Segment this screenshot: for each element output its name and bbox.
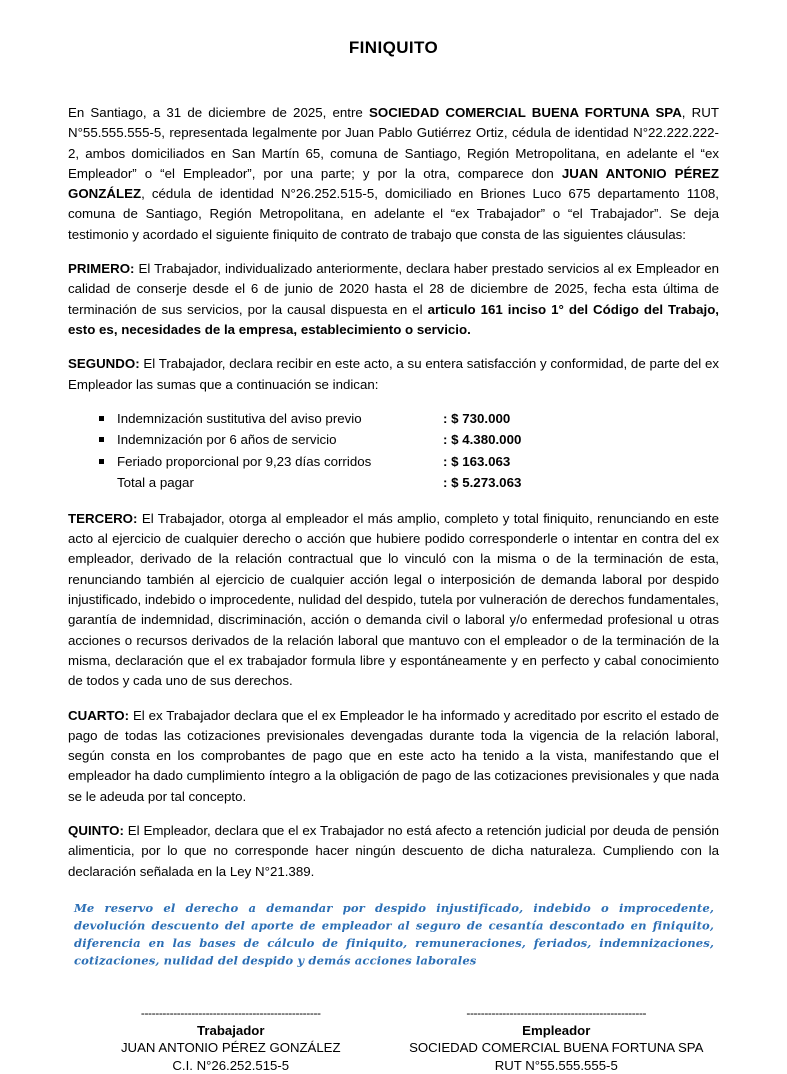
signature-worker	[68, 1006, 394, 1074]
clause-primero-label: PRIMERO:	[68, 261, 135, 277]
payment-total-label: Total a pagar	[117, 475, 194, 491]
clause-quinto	[68, 821, 719, 882]
signature-role-label: Trabajador	[197, 1022, 265, 1038]
document-page	[0, 38, 787, 1073]
payment-amount: : $ 163.063	[443, 453, 511, 469]
signature-line: --------------------------------------------------	[466, 1005, 647, 1020]
clause-quinto-text: El Empleador, declara que el ex Trabajador no está afecto a retención judicial por deuda de pensión alimenticia, por lo que no corresponde hacer ningún descuento de dicha naturaleza. Cumpliendo con la declaración señalada en la Ley N°21.389.	[68, 823, 719, 879]
clause-cuarto	[68, 706, 719, 807]
payment-total-amount: : $ 5.273.063	[443, 475, 522, 491]
payment-list	[68, 409, 719, 495]
square-bullet-icon	[99, 429, 117, 450]
handwritten-reservation-note: Me reservo el derecho a demandar por despido injustificado, indebido o improcedente, devolución descuento del aporte de empleador al seguro de cesantía descontado en finiquito, diferencia en las bases de cálculo de finiquito, remuneraciones, feriados, indemnizaciones, cotizaciones, nulidad del despido y demás acciones laborales	[74, 901, 714, 968]
employer-company-name: SOCIEDAD COMERCIAL BUENA FORTUNA SPA	[369, 105, 682, 120]
list-item	[68, 409, 719, 431]
list-item	[68, 452, 719, 474]
payment-total-row	[68, 473, 719, 495]
payment-concept: Indemnización por 6 años de servicio	[117, 432, 337, 448]
bullet-placeholder	[99, 472, 117, 493]
signature-role-label: Empleador	[522, 1022, 591, 1038]
intro-text-3: , cédula de identidad N°26.252.515-5, domiciliado en Briones Luco 675 departamento 1108, comuna de Santiago, Región Metropolitana, en adelante el “ex Trabajador” o “el Trabajador”. Se deja testimonio y acordado el siguiente finiquito de contrato de trabajo que consta de las siguientes cláusulas:	[68, 186, 719, 242]
intro-text-1: En Santiago, a 31 de diciembre de 2025, entre	[68, 105, 369, 120]
clause-segundo-label: SEGUNDO:	[68, 356, 140, 372]
clause-tercero-label: TERCERO:	[68, 510, 138, 526]
signature-line: --------------------------------------------------	[140, 1005, 321, 1020]
clause-primero	[68, 259, 719, 340]
clause-tercero	[68, 509, 719, 692]
payment-concept: Indemnización sustitutiva del aviso previo	[117, 410, 362, 426]
intro-paragraph	[68, 103, 719, 245]
signature-id-number: C.I. N°26.252.515-5	[172, 1057, 290, 1073]
worker-full-name: JUAN ANTONIO PÉREZ GONZÁLEZ	[68, 165, 720, 202]
clause-segundo	[68, 354, 719, 395]
payment-concept: Feriado proporcional por 9,23 días corridos	[117, 453, 372, 469]
clause-cuarto-text: El ex Trabajador declara que el ex Empleador le ha informado y acreditado por escrito el estado de pago de todas las cotizaciones previsionales devengadas durante toda la vigencia de la relación laboral, según consta en los comprobantes de pago que en este acto ha tenido a la vista, manifestando que el empleador ha dado cumplimiento íntegro a la obligación de pago de las cotizaciones previsionales y que nada se le adeuda por tal concepto.	[68, 707, 719, 804]
square-bullet-icon	[99, 408, 117, 429]
clause-segundo-text: El Trabajador, declara recibir en este acto, a su entera satisfacción y conformidad, de parte del ex Empleador las sumas que a continuación se indican:	[68, 356, 719, 392]
clause-cuarto-label: CUARTO:	[68, 707, 130, 723]
clause-quinto-label: QUINTO:	[68, 823, 124, 839]
clause-primero-legal-basis: articulo 161 inciso 1° del Código del Trabajo, esto es, necesidades de la empresa, establecimiento o servicio.	[68, 301, 720, 337]
clause-tercero-text: El Trabajador, otorga al empleador el más amplio, completo y total finiquito, renunciando en este acto al ejercicio de cualquier derecho o acción que hubiere podido corresponderle o intentar en contra del ex empleador, derivado de la relación contractual que lo vinculó con la misma o de la terminación de esta, renunciando también al ejercicio de cualquier acción legal o interposición de demanda laboral por despido injustificado, indebido o improcedente, nulidad del despido, tutela por vulneración de derechos fundamentales, garantía de indemnidad, discriminación, acción o demanda civil o laboral y/o enfermedad profesional u otras acciones o recursos derivados de la relación laboral que mantuvo con el empleador o de la terminación de la misma, declaración que el ex trabajador formula libre y espontáneamente y en perfecto y cabal conocimiento de todos y cada uno de sus derechos.	[68, 510, 719, 689]
page-title: FINIQUITO	[348, 38, 439, 57]
square-bullet-icon	[99, 451, 117, 472]
list-item	[68, 430, 719, 452]
signature-name: SOCIEDAD COMERCIAL BUENA FORTUNA SPA	[409, 1040, 704, 1056]
intro-text-2: , RUT N°55.555.555-5, representada legalmente por Juan Pablo Gutiérrez Ortiz, cédula de identidad N°22.222.222-2, ambos domiciliados en San Martín 65, comuna de Santiago, Región Metropolitana, en adelante el “ex Empleador” o “el Empleador”, por una parte; y por la otra, comparece don	[68, 105, 719, 181]
signature-name: JUAN ANTONIO PÉREZ GONZÁLEZ	[120, 1040, 341, 1056]
clause-primero-text: El Trabajador, individualizado anteriormente, declara haber prestado servicios al ex Empleador en calidad de conserje desde el 6 de junio de 2020 hasta el 28 de diciembre de 2025, fecha esta última de terminación de sus servicios, por la causal dispuesta en el	[68, 261, 719, 317]
payment-amount: : $ 4.380.000	[443, 432, 522, 448]
signature-id-number: RUT N°55.555.555-5	[494, 1057, 618, 1073]
payment-amount: : $ 730.000	[443, 410, 511, 426]
signature-employer	[394, 1006, 720, 1074]
signature-block	[68, 1006, 719, 1074]
